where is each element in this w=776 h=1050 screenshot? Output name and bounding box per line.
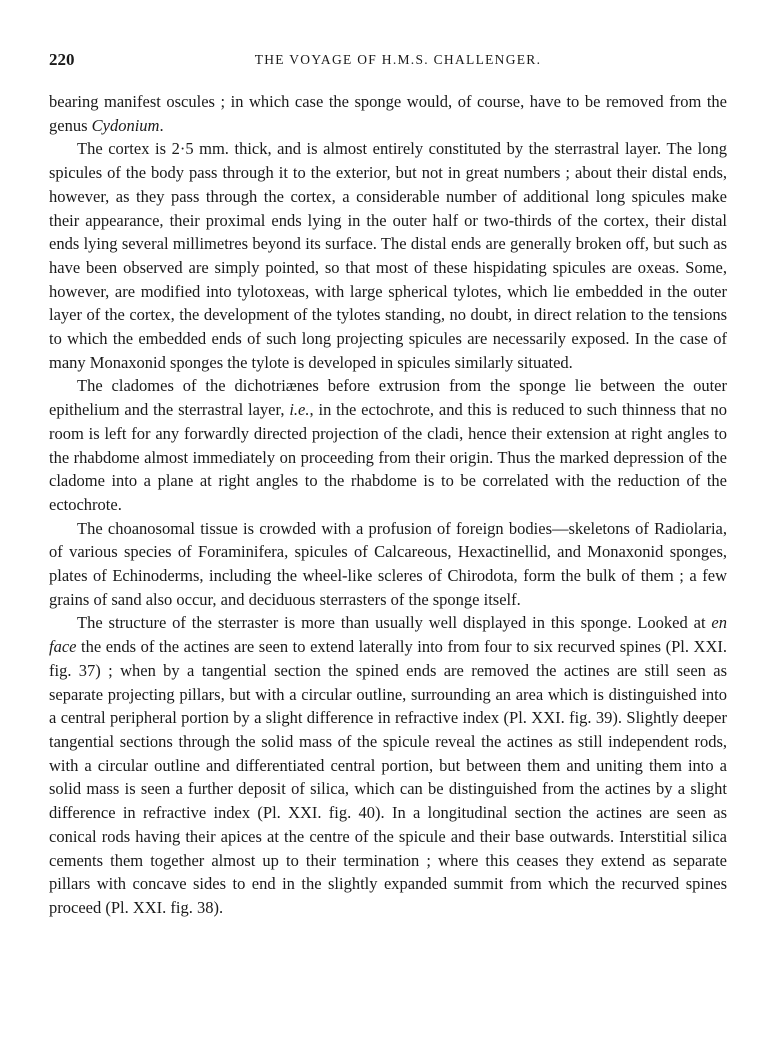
genus-name: Cydonium <box>91 115 160 135</box>
italic-ie: i.e. <box>289 400 310 420</box>
text-run: The structure of the sterraster is more than usually well displayed in this sponge. Looked at <box>77 613 712 633</box>
paragraph-sterraster <box>49 611 727 919</box>
document-page <box>49 50 727 920</box>
page-header <box>49 50 727 72</box>
paragraph-cortex: The cortex is 2·5 mm. thick, and is almost entirely constituted by the sterrastral layer. The long spicules of the body pass through it to the exterior, but not in great numbers ; about their distal ends, however, as they pass through the cortex, a considerable number of additional long spicules make their appearance, their proximal ends lying in the outer half or two-thirds of the cortex, their distal ends lying several millimetres beyond its surface. The distal ends are generally broken off, but such as have been observed are simply pointed, so that most of these hispidating spicules are oxeas. Some, however, are modified into tylotoxeas, with large spherical tylotes, which lie embedded in the outer layer of the cortex, the development of the tylotes standing, no doubt, in direct relation to the tensions to which the embedded ends of such long projecting spicules are necessarily exposed. In the case of many Monaxonid sponges the tylote is developed in spicules similarly situated. <box>49 139 727 372</box>
paragraph-cladomes <box>49 374 727 516</box>
paragraph-continued <box>49 90 727 137</box>
text-run: bearing manifest oscules ; in which case the sponge would, of course, have to be removed from the genus <box>49 92 727 135</box>
paragraph-choanosomal: The choanosomal tissue is crowded with a profusion of foreign bodies—skeletons of Radiolaria, of various species of Foraminifera, spicules of Calcareous, Hexactinellid, and Monaxonid sponges, plates of Echinoderms, including the wheel-like scleres of Chirodota, form the bulk of them ; a few grains of sand also occur, and deciduous sterrasters of the sponge itself. <box>49 518 727 609</box>
text-run: the ends of the actines are seen to extend laterally into from four to six recurved spines (Pl. XXI. fig. 37) ; when by a tangential section the spined ends are removed the actines are still seen as separate projecting pillars, but with a circular outline, surrounding an area which is distinguished into a central peripheral portion by a slight difference in refractive index (Pl. XXI. fig. 39). Slightly deeper tangential sections through the solid mass of the spicule reveal the actines as still independent rods, with a circular outline and differentiated central portion, but between them and uniting them into a solid mass is seen a further deposit of silica, which can be distinguished from the actines by a slight difference in refractive index (Pl. XXI. fig. 40). In a longitudinal section the actines are seen as conical rods having their apices at the centre of the spicule and their base outwards. Interstitial silica cements them together almost up to their termination ; where this ceases they extend as separate pillars with concave sides to end in the slightly expanded summit from which the recurved spines proceed (Pl. XXI. fig. 38). <box>49 637 727 917</box>
text-run: , in the ectochrote, and this is reduced to such thinness that no room is left for any forwardly directed projection of the cladi, hence their extension at right angles to the rhabdome almost immediately on proceeding from their origin. Thus the marked depression of the cladome into a plane at right angles to the rhabdome is to be correlated with the reduction of the ectochrote. <box>49 400 727 514</box>
body-text <box>49 90 727 920</box>
italic-en-face: en face <box>49 613 727 657</box>
text-run: The cladomes of the dichotriænes before extrusion from the sponge lie between the outer epithelium and the sterrastral layer, <box>49 376 727 420</box>
text-run: . <box>159 115 164 135</box>
running-head: THE VOYAGE OF H.M.S. CHALLENGER. <box>254 52 542 67</box>
page-number: 220 <box>49 50 75 69</box>
